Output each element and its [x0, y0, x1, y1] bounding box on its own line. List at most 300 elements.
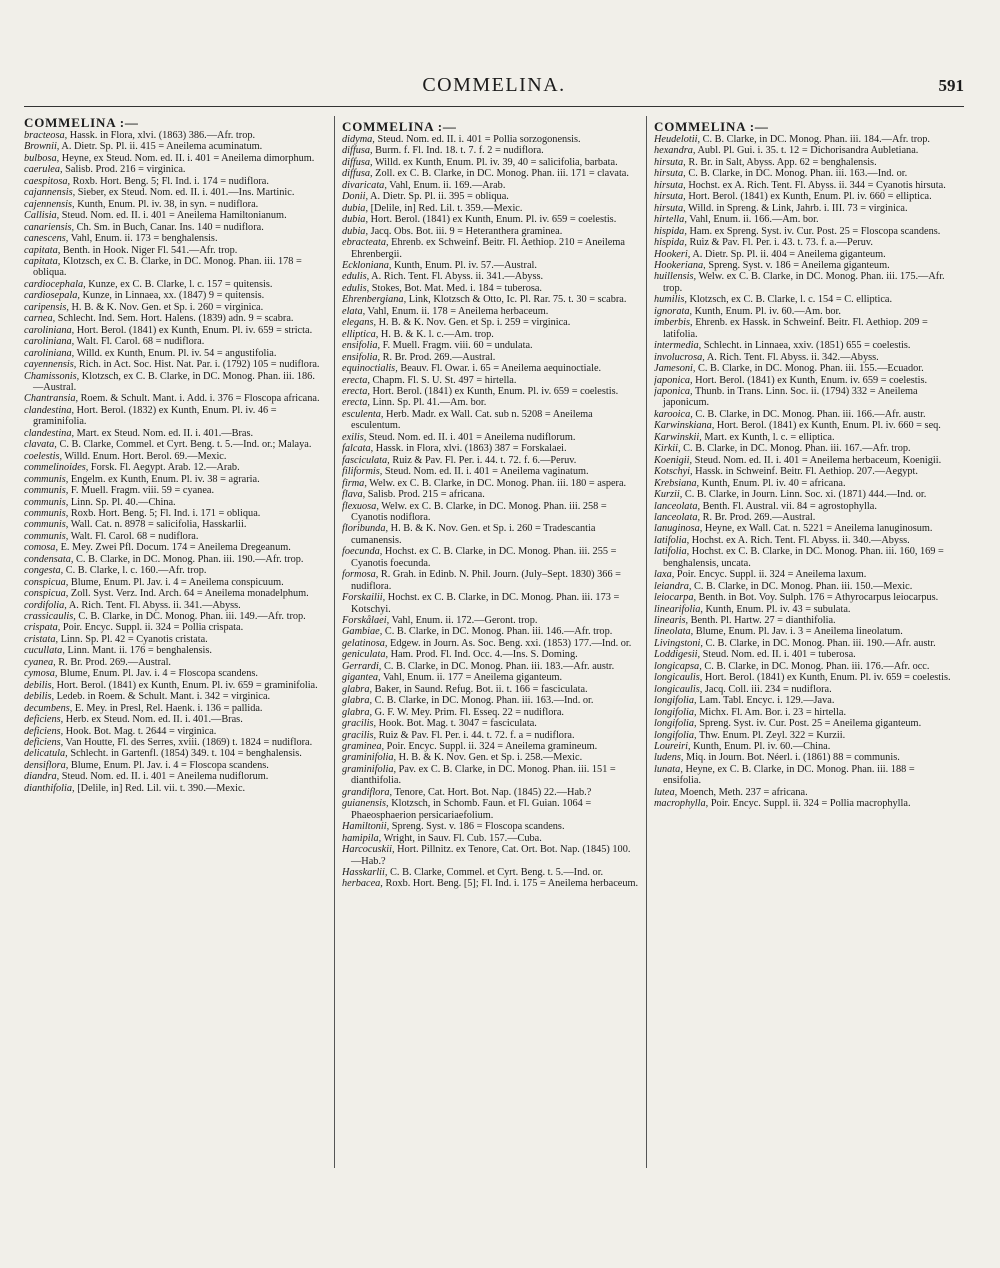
index-entry	[654, 615, 952, 626]
index-entry	[654, 638, 952, 649]
index-entry	[342, 741, 640, 752]
entry-citation: [Delile, in] Red. Lil. t. 359.—Mexic.	[368, 202, 523, 214]
entry-list	[342, 134, 640, 890]
index-entry	[342, 787, 640, 798]
entry-citation: Vahl, Enum. ii. 178 = Aneilema herbaceum.	[365, 305, 549, 317]
entry-citation: Zoll. ex C. B. Clarke, in DC. Monog. Phan. iii. 171 = clavata.	[372, 168, 629, 180]
index-entry	[654, 386, 952, 409]
index-entry	[24, 199, 322, 210]
entry-epithet: longifolia,	[654, 695, 697, 707]
entry-list	[654, 134, 952, 810]
entry-epithet: imberbis,	[654, 317, 693, 329]
entry-epithet: Forskålaei,	[342, 615, 390, 627]
entry-citation: Willd. ex Kunth, Enum. Pl. iv. 39, 40 = salicifolia, barbata.	[372, 156, 618, 168]
entry-epithet: crispata,	[24, 622, 61, 634]
entry-citation: Spreng. Syst. v. 186 = Floscopa scandens.	[389, 821, 565, 833]
entry-epithet: dubia,	[342, 225, 369, 237]
index-entry	[342, 752, 640, 763]
entry-epithet: Kotschyi,	[654, 466, 693, 478]
entry-citation: Burm. f. Fl. Ind. 18. t. 7. f. 2 = nudiflora.	[372, 145, 544, 157]
index-entry	[24, 611, 322, 622]
index-entry	[342, 466, 640, 477]
index-entry	[342, 684, 640, 695]
entry-citation: Aubl. Pl. Gui. i. 35. t. 12 = Dichorisandra Aubletiana.	[695, 145, 919, 157]
entry-citation: Steud. Nom. ed. II. i. 401 = Aneilema nudiflorum.	[59, 771, 269, 783]
index-entry	[342, 168, 640, 179]
entry-epithet: Livingstoni,	[654, 637, 703, 649]
entry-epithet: Chamissonis,	[24, 370, 80, 382]
index-entry	[654, 317, 952, 340]
entry-citation: Kunze, ex C. B. Clarke, l. c. 157 = quitensis.	[85, 278, 273, 290]
entry-epithet: deficiens,	[24, 725, 64, 737]
entry-epithet: Kirkii,	[654, 443, 681, 455]
entry-citation: C. B. Clarke, in DC. Monog. Phan. iii. 167.—Afr. trop.	[680, 443, 911, 455]
index-entry	[654, 672, 952, 683]
index-entry	[24, 302, 322, 313]
entry-citation: Heyne, ex Steud. Nom. ed. II. i. 401 = Aneilema dimorphum.	[59, 152, 315, 164]
index-entry	[24, 600, 322, 611]
index-entry	[24, 760, 322, 771]
index-entry	[342, 798, 640, 821]
index-entry	[654, 501, 952, 512]
index-entry	[24, 439, 322, 450]
entry-epithet: foecunda,	[342, 546, 383, 558]
entry-citation: Vahl, Enum. ii. 172.—Geront. trop.	[389, 615, 538, 627]
entry-citation: Spreng. Syst. v. 186 = Aneilema giganteum.	[705, 259, 890, 271]
entry-epithet: Ehrenbergiana,	[342, 294, 407, 306]
entry-citation: Benth. Pl. Hartw. 27 = dianthifolia.	[688, 615, 836, 627]
entry-epithet: japonica,	[654, 385, 693, 397]
entry-citation: Ham. Prod. Fl. Ind. Occ. 4.—Ins. S. Doming.	[388, 649, 578, 661]
entry-citation: Jacq. Obs. Bot. iii. 9 = Heteranthera graminea.	[368, 225, 563, 237]
entry-epithet: karooica,	[654, 408, 693, 420]
entry-citation: Hook. Bot. Mag. t. 2644 = virginica.	[63, 725, 217, 737]
index-entry	[654, 340, 952, 351]
index-entry	[24, 485, 322, 496]
index-entry	[342, 592, 640, 615]
index-entry	[654, 752, 952, 763]
entry-epithet: deficiens,	[24, 737, 64, 749]
index-entry	[654, 134, 952, 145]
entry-citation: Blume, Enum. Pl. Jav. i. 3 = Aneilema lineolatum.	[693, 626, 903, 638]
entry-citation: E. Mey. Zwei Pfl. Docum. 174 = Aneilema Dregeanum.	[58, 542, 291, 554]
entry-epithet: formosa,	[342, 569, 379, 581]
index-entry	[342, 432, 640, 443]
entry-citation: Klotzsch, ex C. B. Clarke, in DC. Monog. Phan. iii. 178 = obliqua.	[33, 255, 302, 279]
entry-epithet: edulis,	[342, 271, 370, 283]
entry-epithet: Jamesoni,	[654, 363, 696, 375]
entry-epithet: erecta,	[342, 385, 370, 397]
entry-epithet: erecta,	[342, 374, 370, 386]
index-entry	[24, 176, 322, 187]
entry-citation: C. B. Clarke, in DC. Monog. Phan. iii. 163.—Ind. or.	[372, 695, 594, 707]
entry-citation: Willd. Enum. Hort. Berol. 69.—Mexic.	[62, 450, 227, 462]
entry-citation: Kunth, Enum. Pl. iv. 57.—Austral.	[391, 259, 537, 271]
entry-epithet: gelatinosa,	[342, 637, 388, 649]
entry-citation: Kunth, Enum. Pl. iv. 43 = subulata.	[702, 603, 851, 615]
index-entry	[24, 130, 322, 141]
entry-citation: F. Muell. Fragm. viii. 59 = cyanea.	[68, 485, 215, 497]
entry-citation: Michx. Fl. Am. Bor. i. 23 = hirtella.	[696, 706, 847, 718]
index-entry	[654, 191, 952, 202]
entry-citation: Ch. Sm. in Buch, Canar. Ins. 140 = nudiflora.	[74, 221, 264, 233]
entry-citation: Moench, Meth. 237 = africana.	[677, 786, 808, 798]
entry-citation: Hort. Berol. (1832) ex Kunth, Enum. Pl. iv. 46 = graminifolia.	[33, 404, 277, 428]
entry-citation: C. B. Clarke, in DC. Monog. Phan. iii. 190.—Afr. austr.	[702, 637, 936, 649]
entry-citation: Roxb. Hort. Beng. 5; Fl. Ind. i. 171 = obliqua.	[68, 507, 261, 519]
entry-epithet: hirsuta,	[654, 179, 686, 191]
entry-citation: Walt. Fl. Carol. 68 = nudiflora.	[74, 336, 205, 348]
index-entry	[24, 233, 322, 244]
index-entry	[24, 153, 322, 164]
index-entry	[24, 783, 322, 794]
entry-citation: C. B. Clarke, in DC. Monog. Phan. iii. 176.—Afr. occ.	[701, 660, 930, 672]
entry-epithet: Karwinskiana,	[654, 420, 715, 432]
entry-epithet: esculenta,	[342, 408, 384, 420]
entry-citation: H. B. & K. Nov. Gen. et Sp. i. 260 = Tradescantia cumanensis.	[351, 523, 596, 546]
index-entry	[24, 428, 322, 439]
entry-citation: Herb. Madr. ex Wall. Cat. sub n. 5208 = Aneilema esculentum.	[351, 408, 593, 432]
index-entry	[342, 764, 640, 787]
entry-epithet: Forskailii,	[342, 592, 386, 604]
entry-citation: Edgew. in Journ. As. Soc. Beng. xxi. (1853) 177.—Ind. or.	[387, 637, 632, 649]
entry-epithet: elliptica,	[342, 328, 379, 340]
index-entry	[342, 455, 640, 466]
entry-epithet: Hookeri,	[654, 248, 691, 260]
entry-citation: A. Dietr. Sp. Pl. ii. 415 = Aneilema acuminatum.	[59, 141, 263, 153]
entry-epithet: graminifolia,	[342, 763, 397, 775]
entry-citation: Ham. ex Spreng. Syst. iv. Cur. Post. 25 = Floscopa scandens.	[686, 225, 941, 237]
entry-epithet: Hookeriana,	[654, 259, 706, 271]
index-entry	[342, 203, 640, 214]
entry-epithet: cajannensis,	[24, 187, 76, 199]
index-entry	[654, 226, 952, 237]
entry-citation: Steud. Nom. ed. II. i. 401 = Aneilema herbaceum, Koenigii.	[692, 454, 942, 466]
entry-citation: Sieber, ex Steud. Nom. ed. II. i. 401.—Ins. Martinic.	[75, 187, 295, 199]
entry-citation: Schlecht. in Linnaea, xxiv. (1851) 655 = coelestis.	[701, 340, 911, 352]
entry-epithet: longifolia,	[654, 718, 697, 730]
entry-epithet: Harcocuskii,	[342, 844, 395, 856]
entry-citation: [Delile, in] Red. Lil. vii. t. 390.—Mexic.	[74, 782, 246, 794]
index-entry	[654, 306, 952, 317]
entry-epithet: Hamiltonii,	[342, 821, 390, 833]
entry-epithet: lanuginosa,	[654, 523, 703, 535]
entry-epithet: Karwinskii,	[654, 431, 702, 443]
entry-epithet: equinoctialis,	[342, 363, 398, 375]
entry-epithet: erecta,	[342, 397, 370, 409]
index-entry	[342, 569, 640, 592]
index-entry	[24, 554, 322, 565]
index-entry	[342, 626, 640, 637]
entry-epithet: clandestina,	[24, 404, 75, 416]
entry-citation: Hort. Berol. (1841) ex Kunth, Enum. Pl. iv. 659 = coelestis.	[368, 214, 617, 226]
entry-epithet: lanceolata,	[654, 500, 701, 512]
index-entry	[654, 294, 952, 305]
index-entry	[342, 661, 640, 672]
entry-citation: Benth. Fl. Austral. vii. 84 = agrostophylla.	[700, 500, 877, 512]
entry-epithet: clavata,	[24, 439, 57, 451]
entry-citation: Walt. Fl. Carol. 68 = nudiflora.	[68, 530, 199, 542]
entry-epithet: canescens,	[24, 233, 69, 245]
entry-citation: C. B. Clarke, l. c. 160.—Afr. trop.	[63, 565, 207, 577]
index-entry	[654, 168, 952, 179]
entry-epithet: intermedia,	[654, 340, 702, 352]
entry-citation: R. Grah. in Edinb. N. Phil. Journ. (July–Sept. 1830) 366 = nudiflora.	[351, 569, 621, 592]
entry-citation: Hassk. in Flora, xlvi. (1863) 387 = Forskalaei.	[373, 443, 567, 455]
entry-list	[24, 130, 322, 794]
entry-epithet: longifolia,	[654, 729, 697, 741]
index-entry	[24, 748, 322, 759]
entry-epithet: humilis,	[654, 294, 687, 306]
entry-citation: H. B. & K. l. c.—Am. trop.	[378, 328, 494, 340]
entry-citation: Welw. ex C. B. Clarke, in DC. Monog. Phan. iii. 175.—Afr. trop.	[663, 271, 945, 294]
index-entry	[24, 645, 322, 656]
index-entry	[654, 512, 952, 523]
entry-epithet: commelinoides,	[24, 462, 89, 474]
entry-epithet: Ecklonianа,	[342, 259, 392, 271]
index-entry	[342, 226, 640, 237]
index-entry	[24, 622, 322, 633]
entry-epithet: caroliniana,	[24, 347, 75, 359]
index-entry	[24, 290, 322, 301]
entry-epithet: diandra,	[24, 771, 60, 783]
index-entry	[654, 661, 952, 672]
index-column-2	[342, 120, 640, 1248]
entry-epithet: graminifolia,	[342, 752, 397, 764]
index-entry	[654, 466, 952, 477]
index-entry	[342, 867, 640, 878]
entry-epithet: dubia,	[342, 214, 369, 226]
index-entry	[654, 375, 952, 386]
index-entry	[342, 283, 640, 294]
index-entry	[24, 680, 322, 691]
index-entry	[342, 397, 640, 408]
index-entry	[342, 145, 640, 156]
entry-epithet: dianthifolia,	[24, 782, 75, 794]
entry-citation: R. Br. Prod. 269.—Austral.	[55, 656, 172, 668]
index-entry	[24, 371, 322, 394]
entry-epithet: hirsuta,	[654, 202, 686, 214]
entry-epithet: Brownii,	[24, 141, 60, 153]
entry-citation: Hort. Berol. (1841) ex Kunth, Enum. Pl. iv. 660 = elliptica.	[685, 191, 932, 203]
entry-epithet: cymosa,	[24, 668, 58, 680]
entry-epithet: decumbens,	[24, 702, 73, 714]
column-divider	[646, 116, 647, 1168]
index-entry	[342, 638, 640, 649]
entry-epithet: communis,	[24, 507, 69, 519]
index-entry	[24, 256, 322, 279]
entry-epithet: densiflora,	[24, 759, 69, 771]
entry-epithet: divaricata,	[342, 179, 387, 191]
index-entry	[654, 352, 952, 363]
entry-epithet: fasciculata,	[342, 454, 390, 466]
entry-epithet: communis,	[24, 496, 69, 508]
entry-epithet: capitata,	[24, 255, 61, 267]
index-entry	[654, 764, 952, 787]
entry-citation: Vahl, Enum. ii. 173 = benghalensis.	[68, 233, 218, 245]
entry-citation: Lam. Tabl. Encyc. i. 129.—Java.	[696, 695, 835, 707]
entry-epithet: bulbosa,	[24, 152, 60, 164]
entry-epithet: huillensis,	[654, 271, 697, 283]
index-entry	[654, 523, 952, 534]
entry-citation: Klotzsch, ex C. B. Clarke, l. c. 154 = C. elliptica.	[686, 294, 893, 306]
index-entry	[24, 531, 322, 542]
index-entry	[654, 707, 952, 718]
entry-citation: Kunth, Enum. Pl. iv. 60.—China.	[690, 741, 831, 753]
entry-citation: Poir. Encyc. Suppl. ii. 324 = Aneilema gramineum.	[384, 741, 598, 753]
index-entry	[654, 432, 952, 443]
index-entry	[342, 523, 640, 546]
entry-citation: Kunze, in Linnaea, xx. (1847) 9 = quitensis.	[79, 290, 265, 302]
entry-citation: Hochst. ex A. Rich. Tent. Fl. Abyss. ii. 340.—Abyss.	[689, 534, 910, 546]
index-entry	[654, 455, 952, 466]
index-entry	[24, 668, 322, 679]
entry-citation: Hort. Pillnitz. ex Tenore, Cat. Ort. Bot. Nap. (1845) 100.—Hab.?	[351, 844, 631, 867]
header-rule	[24, 106, 964, 107]
entry-citation: Link, Klotzsch & Otto, Ic. Pl. Rar. 75. t. 30 = scabra.	[406, 294, 627, 306]
index-entry	[24, 279, 322, 290]
entry-epithet: didyma,	[342, 134, 375, 145]
entry-citation: Hassk. in Flora, xlvi. (1863) 386.—Afr. trop.	[67, 130, 256, 141]
entry-epithet: deficiens,	[24, 714, 64, 726]
index-entry	[24, 245, 322, 256]
index-column-3	[654, 120, 952, 1248]
index-entry	[342, 478, 640, 489]
entry-citation: Kunth, Enum. Pl. iv. 60.—Am. bor.	[692, 305, 841, 317]
index-entry	[24, 588, 322, 599]
entry-epithet: ensifolia,	[342, 340, 381, 352]
entry-epithet: Heudelotii,	[654, 134, 701, 145]
entry-citation: A. Dietr. Sp. Pl. ii. 395 = obliqua.	[368, 191, 509, 203]
entry-epithet: bracteosa,	[24, 130, 68, 141]
entry-citation: Schlecht. Ind. Sem. Hort. Halens. (1839) adn. 9 = scabra.	[55, 313, 294, 325]
index-entry	[24, 726, 322, 737]
index-entry	[654, 145, 952, 156]
entry-citation: Vahl, Enum. ii. 169.—Arab.	[386, 179, 506, 191]
entry-epithet: involucrosa,	[654, 351, 705, 363]
entry-citation: Welw. ex C. B. Clarke, in DC. Monog. Phan. iii. 180 = aspera.	[366, 477, 627, 489]
index-entry	[654, 180, 952, 191]
entry-epithet: ensifolia,	[342, 351, 381, 363]
entry-epithet: latifolia,	[654, 534, 690, 546]
index-entry	[342, 844, 640, 867]
entry-epithet: firma,	[342, 477, 367, 489]
index-entry	[342, 352, 640, 363]
entry-citation: Roem. & Schult. Mant. i. Add. i. 376 = Floscopa africana.	[78, 393, 320, 405]
index-entry	[342, 375, 640, 386]
index-entry	[342, 134, 640, 145]
entry-epithet: caerulea,	[24, 164, 63, 176]
entry-epithet: cardiocephala,	[24, 278, 86, 290]
index-entry	[24, 348, 322, 359]
index-entry	[24, 737, 322, 748]
index-entry	[24, 325, 322, 336]
entry-citation: Herb. ex Steud. Nom. ed. II. i. 401.—Bras.	[63, 714, 243, 726]
entry-citation: C. B. Clarke, in DC. Monog. Phan. iii. 163.—Ind. or.	[685, 168, 908, 180]
entry-epithet: Callisia,	[24, 210, 60, 222]
entry-epithet: cayennensis,	[24, 359, 77, 371]
index-entry	[24, 336, 322, 347]
entry-citation: Jacq. Coll. iii. 234 = nudiflora.	[702, 683, 832, 695]
index-entry	[24, 222, 322, 233]
entry-citation: Zoll. Syst. Verz. Ind. Arch. 64 = Aneilema monadelphum.	[68, 588, 309, 600]
entry-epithet: edulis,	[342, 282, 370, 294]
index-entry	[342, 878, 640, 889]
index-entry	[654, 157, 952, 168]
entry-epithet: caroliniana,	[24, 324, 75, 336]
entry-citation: Wall. Cat. n. 8978 = salicifolia, Hasskarlii.	[68, 519, 247, 531]
index-entry	[24, 474, 322, 485]
index-entry	[24, 210, 322, 221]
index-entry	[24, 565, 322, 576]
entry-citation: C. B. Clarke, in DC. Monog. Phan. iii. 146.—Afr. trop.	[382, 626, 613, 638]
entry-citation: Salisb. Prod. 215 = africana.	[365, 489, 485, 501]
entry-citation: Roxb. Hort. Beng. 5; Fl. Ind. i. 174 = nudiflora.	[70, 175, 269, 187]
entry-epithet: macrophylla,	[654, 798, 709, 810]
index-entry	[342, 649, 640, 660]
index-entry	[24, 393, 322, 404]
entry-epithet: communis,	[24, 519, 69, 531]
entry-citation: Wright, in Sauv. Fl. Cub. 157.—Cuba.	[381, 832, 542, 844]
entry-epithet: longicapsa,	[654, 660, 702, 672]
index-entry	[342, 271, 640, 282]
index-entry	[24, 657, 322, 668]
index-entry	[654, 214, 952, 225]
entry-citation: Stokes, Bot. Mat. Med. i. 184 = tuberosa.	[369, 282, 543, 294]
entry-citation: Hochst. ex C. B. Clarke, in DC. Monog. Phan. iii. 173 = Kotschyi.	[351, 592, 620, 615]
entry-epithet: exilis,	[342, 431, 367, 443]
entry-epithet: ebracteata,	[342, 237, 389, 249]
entry-epithet: gigantea,	[342, 672, 381, 684]
entry-citation: Steud. Nom. ed. II. i. 401 = Aneilema nudiflorum.	[366, 431, 576, 443]
entry-epithet: conspicua,	[24, 576, 69, 588]
entry-epithet: linearis,	[654, 615, 689, 627]
entry-epithet: comosa,	[24, 542, 59, 554]
entry-epithet: herbacea,	[342, 878, 383, 890]
entry-epithet: condensata,	[24, 553, 74, 565]
entry-epithet: gracilis,	[342, 729, 377, 741]
entry-citation: Ruiz & Pav. Fl. Per. i. 44. t. 72. f. 6.—Peruv.	[389, 454, 577, 466]
entry-citation: Forsk. Fl. Aegypt. Arab. 12.—Arab.	[88, 462, 240, 474]
entry-citation: Thw. Enum. Pl. Zeyl. 322 = Kurzii.	[696, 729, 846, 741]
index-entry	[24, 164, 322, 175]
index-entry	[342, 340, 640, 351]
entry-epithet: conspicua,	[24, 588, 69, 600]
entry-epithet: caroliniana,	[24, 336, 75, 348]
entry-epithet: hexandra,	[654, 145, 696, 157]
index-entry	[654, 443, 952, 454]
entry-epithet: glabra,	[342, 695, 373, 707]
index-entry	[342, 821, 640, 832]
entry-epithet: Koenigii,	[654, 454, 693, 466]
index-entry	[342, 730, 640, 741]
entry-citation: Ruiz & Pav. Fl. Per. i. 44. t. 72. f. a = nudiflora.	[376, 729, 575, 741]
entry-citation: A. Rich. Tent. Fl. Abyss. ii. 341.—Abyss.	[66, 599, 241, 611]
index-entry	[342, 546, 640, 569]
entry-epithet: congesta,	[24, 565, 64, 577]
entry-epithet: lutea,	[654, 786, 678, 798]
entry-epithet: graminea,	[342, 741, 385, 753]
index-entry	[654, 260, 952, 271]
index-entry	[342, 317, 640, 328]
entry-epithet: grandiflora,	[342, 786, 393, 798]
index-entry	[24, 405, 322, 428]
index-entry	[654, 626, 952, 637]
entry-citation: H. B. & K. Nov. Gen. et Sp. i. 259 = virginica.	[376, 317, 571, 329]
index-entry	[654, 409, 952, 420]
index-entry	[24, 462, 322, 473]
entry-citation: C. B. Clarke, in DC. Monog. Phan. iii. 184.—Afr. trop.	[700, 134, 931, 145]
